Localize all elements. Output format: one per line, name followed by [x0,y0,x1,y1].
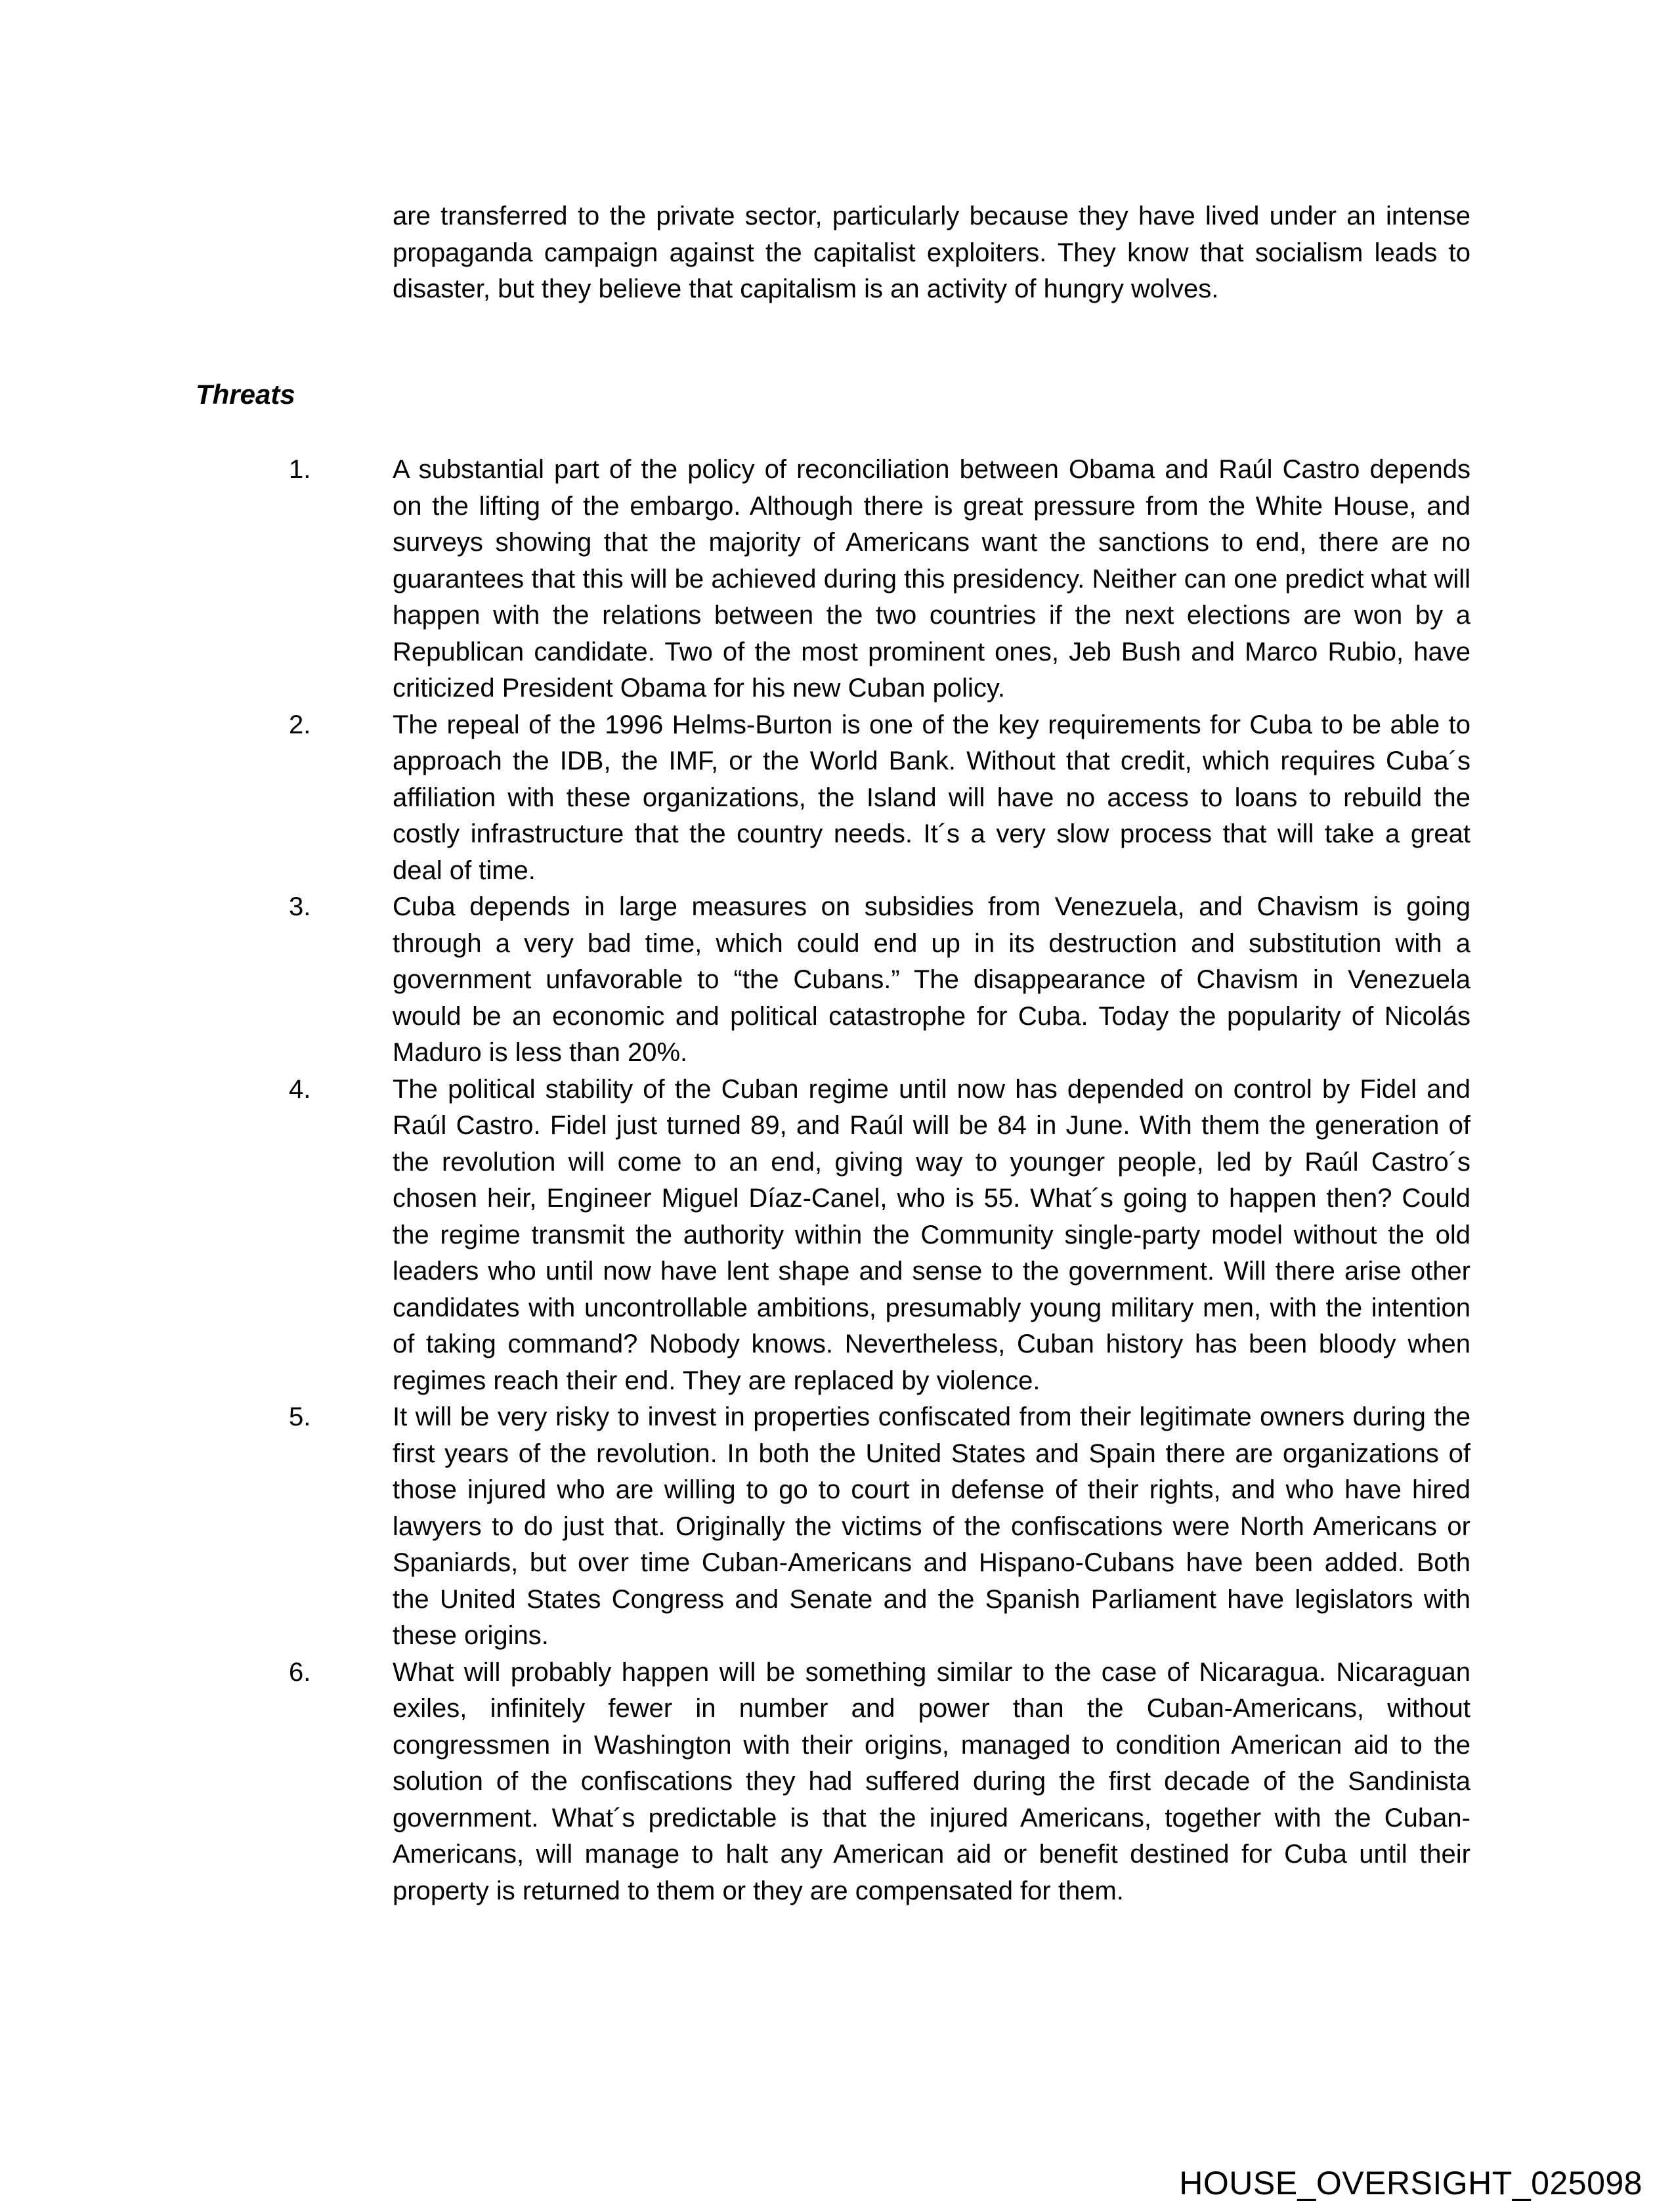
list-number: 2. [289,710,311,739]
section-heading-threats: Threats [196,379,295,410]
threat-item-5 [289,1399,1470,1655]
threat-item-1 [289,452,1470,707]
threat-text: What will probably happen will be something similar to the case of Nicaragua. Nicaraguan exiles, infinitely fewer in number and power than the Cuban-Americans, without congressmen in Washington with their origins, managed to condition American aid to the solution of the confiscations they had suffered during the first decade of the Sandinista government. What´s predictable is that the injured Americans, together with the Cuban-Americans, will manage to halt any American aid or benefit destined for Cuba until their property is returned to them or they are compensated for them. [393,1657,1470,1905]
threat-text: It will be very risky to invest in properties confiscated from their legitimate owners during the first years of the revolution. In both the United States and Spain there are organizations of those injured who are willing to go to court in defense of their rights, and who have hired lawyers to do just that. Originally the victims of the confiscations were North Americans or Spaniards, but over time Cuban-Americans and Hispano-Cubans have been added. Both the United States Congress and Senate and the Spanish Parliament have legislators with these origins. [393,1402,1470,1650]
threat-text: The repeal of the 1996 Helms-Burton is one of the key requirements for Cuba to be able to approach the IDB, the IMF, or the World Bank. Without that credit, which requires Cuba´s affiliation with these organizations, the Island will have no access to loans to rebuild the costly infrastructure that the country needs. It´s a very slow process that will take a great deal of time. [393,710,1470,885]
list-number: 3. [289,892,311,921]
threat-item-2 [289,707,1470,890]
threat-text: Cuba depends in large measures on subsidies from Venezuela, and Chavism is going through a very bad time, which could end up in its destruction and substitution with a government unfavorable to “the Cubans.” The disappearance of Chavism in Venezuela would be an economic and political catastrophe for Cuba. Today the popularity of Nicolás Maduro is less than 20%. [393,892,1470,1067]
intro-paragraph: are transferred to the private sector, particularly because they have lived under an intense propaganda campaign against the capitalist exploiters. They know that socialism leads to disaster, but they believe that capitalism is an activity of hungry wolves. [393,202,1470,303]
bates-number-footer: HOUSE_OVERSIGHT_025098 [1179,2165,1642,2201]
list-number: 4. [289,1074,311,1104]
threat-item-6 [289,1655,1470,1910]
list-number: 1. [289,455,311,484]
threat-text: A substantial part of the policy of reconciliation between Obama and Raúl Castro depends on the lifting of the embargo. Although there is great pressure from the White House, and surveys showing that the majority of Americans want the sanctions to end, there are no guarantees that this will be achieved during this presidency. Neither can one predict what will happen with the relations between the two countries if the next elections are won by a Republican candidate. Two of the most prominent ones, Jeb Bush and Marco Rubio, have criticized President Obama for his new Cuban policy. [393,455,1470,703]
threat-item-4 [289,1072,1470,1400]
list-number: 5. [289,1402,311,1431]
threat-item-3 [289,889,1470,1072]
threats-list [289,452,1470,1909]
threat-text: The political stability of the Cuban regime until now has depended on control by Fidel and Raúl Castro. Fidel just turned 89, and Raúl will be 84 in June. With them the generation of the revolution will come to an end, giving way to younger people, led by Raúl Castro´s chosen heir, Engineer Miguel Díaz-Canel, who is 55. What´s going to happen then? Could the regime transmit the authority within the Community single-party model without the old leaders who until now have lent shape and sense to the government. Will there arise other candidates with uncontrollable ambitions, presumably young military men, with the intention of taking command? Nobody knows. Nevertheless, Cuban history has been bloody when regimes reach their end. They are replaced by violence. [393,1074,1470,1395]
list-number: 6. [289,1657,311,1687]
